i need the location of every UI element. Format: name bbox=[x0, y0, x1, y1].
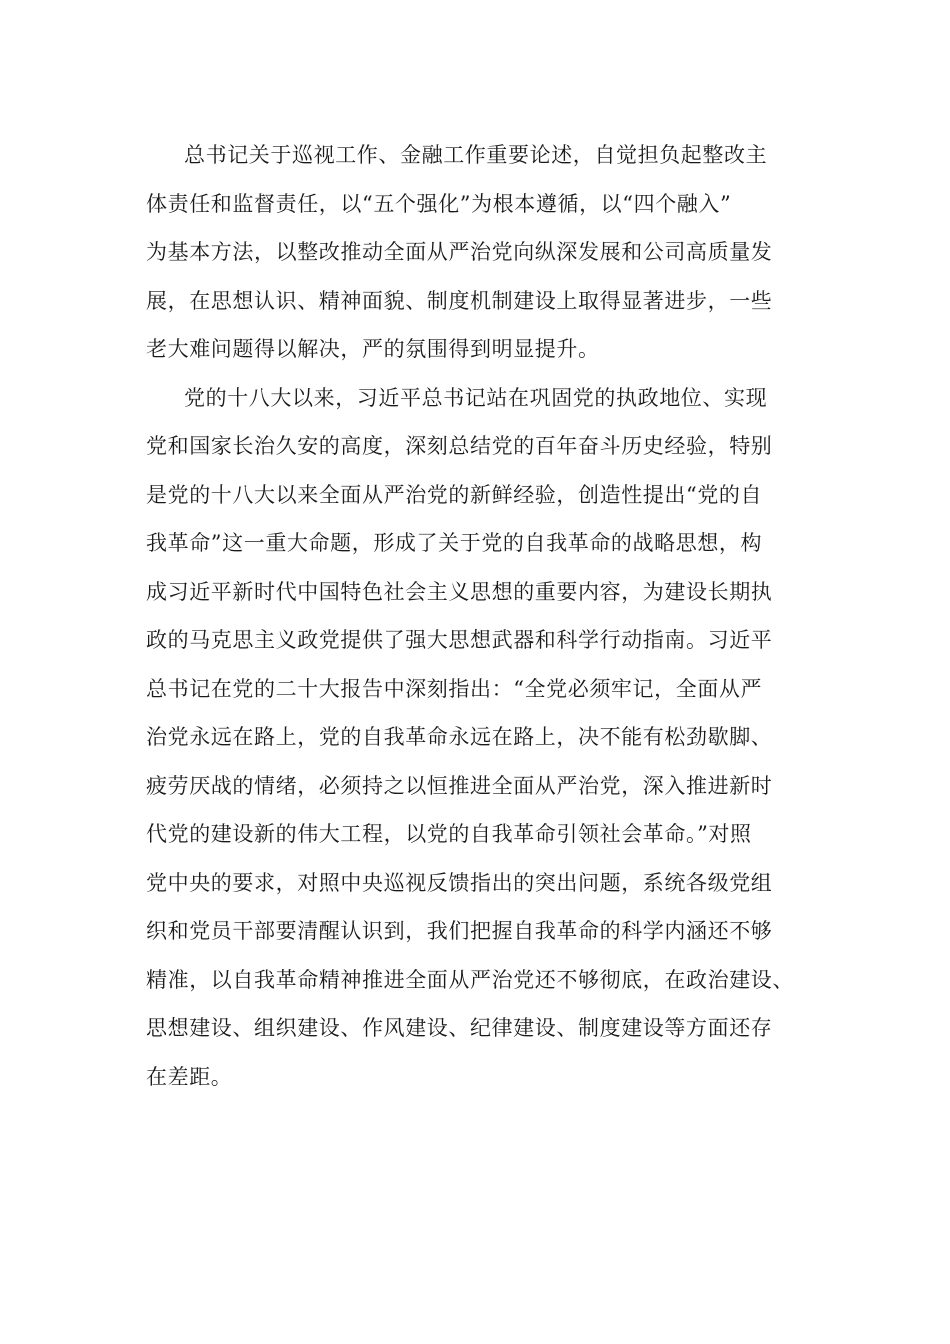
text-line: 展，在思想认识、精神面貌、制度机制建设上取得显著进步，一些 bbox=[146, 288, 773, 313]
text-line: 党中央的要求，对照中央巡视反馈指出的突出问题，系统各级党组 bbox=[146, 870, 773, 895]
text-line: 政的马克思主义政党提供了强大思想武器和科学行动指南。习近平 bbox=[146, 628, 773, 652]
text-line: 思想建设、组织建设、作风建设、纪律建设、制度建设等方面还存 bbox=[146, 1016, 773, 1040]
text-line: 织和党员干部要清醒认识到，我们把握自我革命的科学内涵还不够 bbox=[146, 919, 773, 943]
text-line: 成习近平新时代中国特色社会主义思想的重要内容，为建设长期执 bbox=[146, 579, 773, 604]
paragraph-1 bbox=[146, 131, 814, 374]
text-line: 治党永远在路上，党的自我革命永远在路上，决不能有松劲歇脚、 bbox=[146, 725, 773, 749]
text-line: 党和国家长治久安的高度，深刻总结党的百年奋斗历史经验，特别 bbox=[146, 434, 773, 458]
text-line: 老大难问题得以解决，严的氛围得到明显提升。 bbox=[146, 337, 600, 361]
text-line: 在差距。 bbox=[146, 1064, 233, 1089]
text-line: 总书记关于巡视工作、金融工作重要论述，自觉担负起整改主 bbox=[184, 143, 768, 167]
text-line: 党的十八大以来，习近平总书记站在巩固党的执政地位、实现 bbox=[184, 385, 768, 410]
text-line: 总书记在党的二十大报告中深刻指出：“全党必须牢记，全面从严 bbox=[146, 676, 763, 701]
text-line: 精准，以自我革命精神推进全面从严治党还不够彻底，在政治建设、 bbox=[146, 967, 794, 992]
text-line: 疲劳厌战的情绪，必须持之以恒推进全面从严治党，深入推进新时 bbox=[146, 773, 773, 798]
paragraph-2 bbox=[146, 374, 814, 1102]
text-line: 体责任和监督责任，以“五个强化”为根本遵循，以“四个融入” bbox=[146, 191, 732, 216]
text-line: 为基本方法，以整改推动全面从严治党向纵深发展和公司高质量发 bbox=[146, 240, 773, 264]
text-line: 代党的建设新的伟大工程，以党的自我革命引领社会革命。”对照 bbox=[146, 822, 752, 846]
body-text bbox=[146, 131, 814, 1101]
text-line: 是党的十八大以来全面从严治党的新鲜经验，创造性提出“党的自 bbox=[146, 482, 763, 507]
text-line: 我革命”这一重大命题，形成了关于党的自我革命的战略思想，构 bbox=[146, 531, 763, 555]
